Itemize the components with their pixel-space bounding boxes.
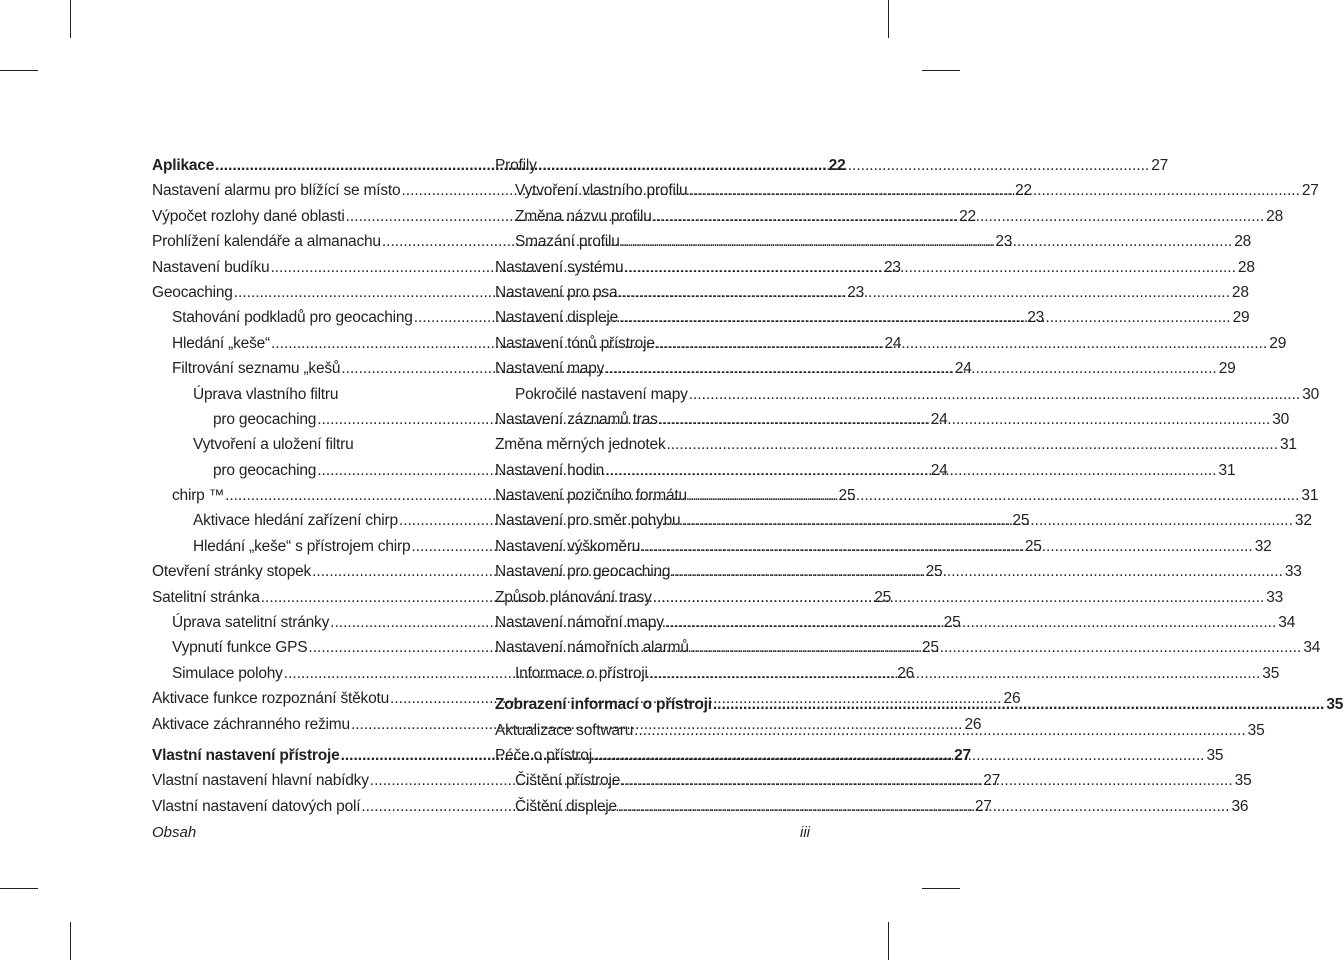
toc-entry-label: Prohlížení kalendáře a almanachu [152, 233, 381, 251]
toc-entry-page: 25 [925, 563, 943, 581]
toc-entry-label: Nastavení tónů přístroje [495, 334, 655, 352]
toc-entry-label: pro geocaching [213, 461, 317, 479]
toc-entry-label: Zobrazení informací o přístroji [495, 696, 712, 714]
toc-entry-page: 26 [1003, 690, 1021, 708]
toc-entry-label: Aktivace záchranného režimu [152, 715, 350, 733]
toc-entry-label: Hledání „keše“ [172, 334, 270, 352]
toc-entry-label: Čištění přístroje [515, 772, 621, 790]
toc-entry-page: 30 [1272, 410, 1290, 428]
toc-entry-page: 23 [847, 283, 865, 301]
toc-entry-page: 35 [1326, 696, 1343, 714]
crop-mark [888, 922, 889, 960]
toc-entry-page: 22 [1014, 182, 1032, 200]
toc-dot-leader [605, 458, 1217, 483]
toc-entry[interactable] [152, 432, 470, 457]
toc-entry-label: Hledání „keše“ s přístrojem chirp [193, 537, 411, 555]
toc-entry-label: Výpočet rozlohy dané oblasti [152, 207, 345, 225]
toc-entry-page: 25 [1024, 537, 1042, 555]
toc-entry-label: Nastavení budíku [152, 258, 270, 276]
toc-entry-page: 22 [959, 207, 976, 225]
toc-entry-label: Vypnutí funkce GPS [172, 639, 308, 657]
toc-entry-page: 27 [1151, 157, 1169, 174]
toc-entry-page: 25 [1012, 512, 1030, 530]
toc-entry-label: Satelitní stránka [152, 588, 260, 606]
toc-entry-label: Informace o přístroji [515, 664, 648, 682]
toc-entry-page: 23 [995, 233, 1013, 251]
toc-entry-label: Nastavení námořních alarmů [495, 639, 689, 657]
toc-dot-leader [618, 794, 1230, 819]
toc-entry-label: Nastavení alarmu pro blížící se místo [152, 182, 401, 200]
toc-entry-label: Změna měrných jednotek [495, 436, 666, 454]
toc-entry-label: Vlastní nastavení přístroje [152, 746, 340, 764]
toc-entry-page: 25 [943, 614, 961, 632]
toc-entry-label: Péče o přístroj [495, 746, 592, 764]
toc-entry-label: Aktivace funkce rozpoznání štěkotu [152, 690, 390, 708]
toc-dot-leader [681, 508, 1293, 533]
toc-entry-label: Nastavení výškoměru [495, 537, 641, 555]
footer-page-number: iii [800, 824, 810, 841]
toc-entry-label: Stahování podkladů pro geocaching [172, 309, 413, 327]
crop-mark [70, 922, 71, 960]
crop-mark [0, 888, 38, 889]
toc-entry-page: 29 [1269, 334, 1287, 352]
toc-entry-label: Nastavení mapy [495, 360, 605, 378]
toc-entry-label: Profily [495, 157, 537, 174]
crop-mark [922, 70, 960, 71]
toc-dot-leader [688, 178, 1300, 203]
toc-entry-page: 33 [1266, 588, 1284, 606]
toc-dot-leader [624, 255, 1236, 280]
toc-entry-page: 31 [1301, 487, 1319, 505]
toc-entry-label: Geocaching [152, 283, 233, 301]
toc-entry-label: Nastavení hodin [495, 461, 605, 479]
toc-entry[interactable] [495, 382, 1320, 407]
toc-entry-page: 32 [1294, 512, 1312, 530]
toc-entry[interactable] [152, 382, 470, 407]
toc-dot-leader [634, 718, 1246, 743]
toc-entry-label: Aktualizace softwaru [495, 721, 634, 739]
toc-entry-label: Otevření stránky stopek [152, 563, 312, 581]
toc-entry-label: Nastavení pro směr pohybu [495, 512, 681, 530]
toc-entry-page: 30 [1302, 385, 1320, 403]
toc-dot-leader [688, 483, 1300, 508]
toc-entry-label: Nastavení pro geocaching [495, 563, 671, 581]
toc-dot-leader [619, 305, 1231, 330]
toc-entry-page: 32 [1254, 537, 1272, 555]
toc-entry-page: 28 [1231, 283, 1249, 301]
toc-entry-label: Nastavení pozičního formátu [495, 487, 687, 505]
toc-entry-page: 25 [838, 487, 856, 505]
toc-dot-leader [689, 382, 1301, 407]
toc-entry-page: 25 [874, 588, 892, 606]
toc-entry-label: chirp ™ [172, 487, 225, 505]
toc-dot-leader [593, 743, 1205, 768]
toc-dot-leader [621, 768, 1233, 793]
toc-entry-page: 26 [897, 664, 915, 682]
toc-entry-label: Aplikace [152, 157, 215, 174]
toc-entry-label: Vytvoření vlastního profilu [515, 182, 688, 200]
toc-entry-label: Čištění displeje [515, 797, 617, 815]
toc-entry-page: 23 [1027, 309, 1045, 327]
toc-dot-leader [618, 280, 1230, 305]
toc-entry-page: 25 [921, 639, 939, 657]
toc-entry-page: 29 [1232, 309, 1250, 327]
footer-section-title: Obsah [152, 824, 197, 841]
toc-entry-page: 26 [964, 715, 982, 733]
toc-entry-label: Nastavení pro psa [495, 283, 618, 301]
toc-entry-label: Vlastní nastavení datových polí [152, 797, 361, 815]
crop-mark [922, 888, 960, 889]
toc-entry-label: Filtrování seznamu „kešů [172, 360, 341, 378]
toc-entry-page: 28 [1266, 207, 1283, 225]
toc-entry-label: Způsob plánování trasy [495, 588, 652, 606]
toc-entry-page: 28 [1237, 258, 1255, 276]
toc-entry-page: 27 [1301, 182, 1319, 200]
toc-entry-label: Nastavení systému [495, 258, 624, 276]
toc-entry-label: Vytvoření a uložení filtru [193, 436, 354, 454]
toc-dot-leader [659, 407, 1271, 432]
toc-dot-leader [621, 229, 1233, 254]
toc-entry-label: Úprava satelitní stránky [172, 614, 330, 632]
toc-entry-page: 33 [1284, 563, 1302, 581]
toc-entry-label: Nastavení záznamů tras [495, 410, 658, 428]
crop-mark [888, 0, 889, 38]
toc-dot-leader [641, 534, 1253, 559]
toc-entry-page: 24 [954, 360, 972, 378]
toc-dot-leader [653, 204, 1265, 229]
toc-entry-page: 36 [1231, 797, 1249, 815]
toc-entry-label: Smazání profilu [515, 233, 620, 251]
toc-entry-page: 27 [974, 797, 992, 815]
toc-dot-leader [656, 331, 1268, 356]
toc-dot-leader [605, 356, 1217, 381]
toc-entry-page: 31 [1218, 461, 1236, 479]
toc-entry-page: 28 [1234, 233, 1252, 251]
toc-entry-page: 35 [1262, 664, 1280, 682]
toc-entry-page: 35 [1234, 772, 1252, 790]
toc-entry-page: 23 [883, 258, 901, 276]
toc-entry[interactable] [495, 432, 1297, 457]
toc-entry-page: 24 [884, 334, 902, 352]
toc-entry-label: Úprava vlastního filtru [193, 385, 339, 403]
toc-entry-page: 24 [930, 461, 948, 479]
toc-dot-leader [653, 585, 1265, 610]
toc-entry-page: 27 [983, 772, 1001, 790]
toc-entry-page: 24 [930, 410, 948, 428]
toc-dot-leader [649, 661, 1261, 686]
toc-dot-leader [713, 692, 1325, 717]
toc-entry-page: 29 [1218, 360, 1236, 378]
toc-entry-page: 27 [954, 746, 971, 764]
toc-entry-label: Nastavení námořní mapy [495, 614, 664, 632]
toc-entry-page: 35 [1247, 721, 1265, 739]
toc-entry-label: Simulace polohy [172, 664, 283, 682]
toc-entry-label: Vlastní nastavení hlavní nabídky [152, 772, 369, 790]
toc-dot-leader [690, 635, 1302, 660]
crop-mark [0, 70, 38, 71]
toc-entry-page: 35 [1206, 746, 1224, 764]
toc-dot-leader [538, 153, 1150, 178]
toc-entry-label: Nastavení displeje [495, 309, 619, 327]
toc-entry-page: 34 [1278, 614, 1296, 632]
toc-entry-page: 31 [1280, 436, 1297, 454]
toc-entry-page: 22 [828, 157, 846, 174]
toc-dot-leader [667, 432, 1279, 457]
toc-entry-label: pro geocaching [213, 410, 317, 428]
toc-entry-label: Změna názvu profilu [515, 207, 652, 225]
toc-entry-label: Pokročilé nastavení mapy [515, 385, 688, 403]
toc-dot-leader [665, 610, 1277, 635]
toc-entry-page: 34 [1303, 639, 1321, 657]
crop-mark [70, 0, 71, 38]
toc-entry-label: Aktivace hledání zařízení chirp [193, 512, 398, 530]
toc-dot-leader [671, 559, 1283, 584]
